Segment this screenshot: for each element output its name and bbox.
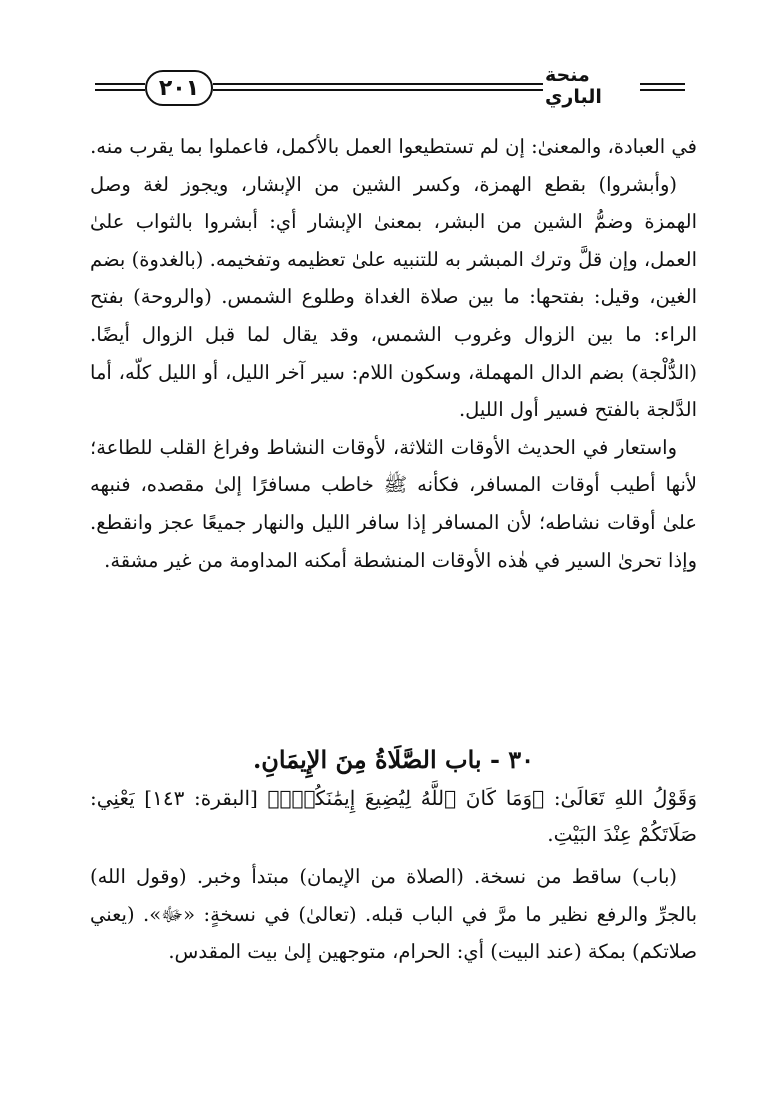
header-rule xyxy=(213,89,543,91)
main-text xyxy=(90,128,697,579)
header-rule xyxy=(95,89,145,91)
commentary-paragraph: (باب) ساقط من نسخة. (الصلاة من الإيمان) مبتدأ وخبر. (وقول الله) بالجرِّ والرفع نظير ما مرَّ في الباب قبله. (تعالىٰ) في نسخةٍ: «ﷻ». (يعني صلاتكم) بمكة (عند البيت) أي: الحرام، متوجهين إلىٰ بيت المقدس. xyxy=(90,865,697,963)
paragraph: واستعار في الحديث الأوقات الثلاثة، لأوقات النشاط وفراغ القلب للطاعة؛ لأنها أطيب أوقات المسافر، فكأنه ﷺ خاطب مسافرًا إلىٰ مقصده، فنبهه علىٰ أوقات نشاطه؛ لأن المسافر إذا سافر الليل والنهار جميعًا عجز وانقطع. وإذا تحرىٰ السير في هٰذه الأوقات المنشطة أمكنه المداومة من غير مشقة. xyxy=(90,435,697,572)
chapter-section xyxy=(90,780,697,971)
chapter-heading: ٣٠ - باب الصَّلَاةُ مِنَ الإِيمَانِ. xyxy=(252,745,535,774)
header-rule xyxy=(640,83,685,85)
page-header xyxy=(95,62,685,114)
quran-quote: وَقَوْلُ اللهِ تَعَالَىٰ: ﴿وَمَا كَانَ ٱللَّهُ لِيُضِيعَ إِيمَٰنَكُمْۚ﴾ [البقرة: ١٤٣] يَعْنِي: صَلَاتَكُمْ عِنْدَ البَيْتِ. xyxy=(90,786,697,846)
paragraph: (وأبشروا) بقطع الهمزة، وكسر الشين من الإبشار، ويجوز لغة وصل الهمزة وضمُّ الشين من البشر، بمعنىٰ الإبشار أي: أبشروا بالثواب علىٰ العمل، وإن قلَّ وترك المبشر به للتنبيه علىٰ تعظيمه وتفخيمه. (بالغدوة) بضم الغين، وقيل: بفتحها: ما بين صلاة الغداة وطلوع الشمس. (والروحة) بفتح الراء: ما بين الزوال وغروب الشمس، وقد يقال لما قبل الزوال أيضًا. (الدُّلْجة) بضم الدال المهملة، وسكون اللام: سير آخر الليل، أو الليل كلّه، أما الدَّلجة بالفتح فسير أول الليل. xyxy=(90,172,697,422)
header-rule xyxy=(640,89,685,91)
page-number: ٢٠١ xyxy=(145,70,213,106)
header-rule xyxy=(213,83,543,85)
running-title: منحة الباري xyxy=(545,64,602,108)
paragraph: في العبادة، والمعنىٰ: إن لم تستطيعوا العمل بالأكمل، فاعملوا بما يقرب منه. xyxy=(90,135,697,158)
header-rule xyxy=(95,83,145,85)
